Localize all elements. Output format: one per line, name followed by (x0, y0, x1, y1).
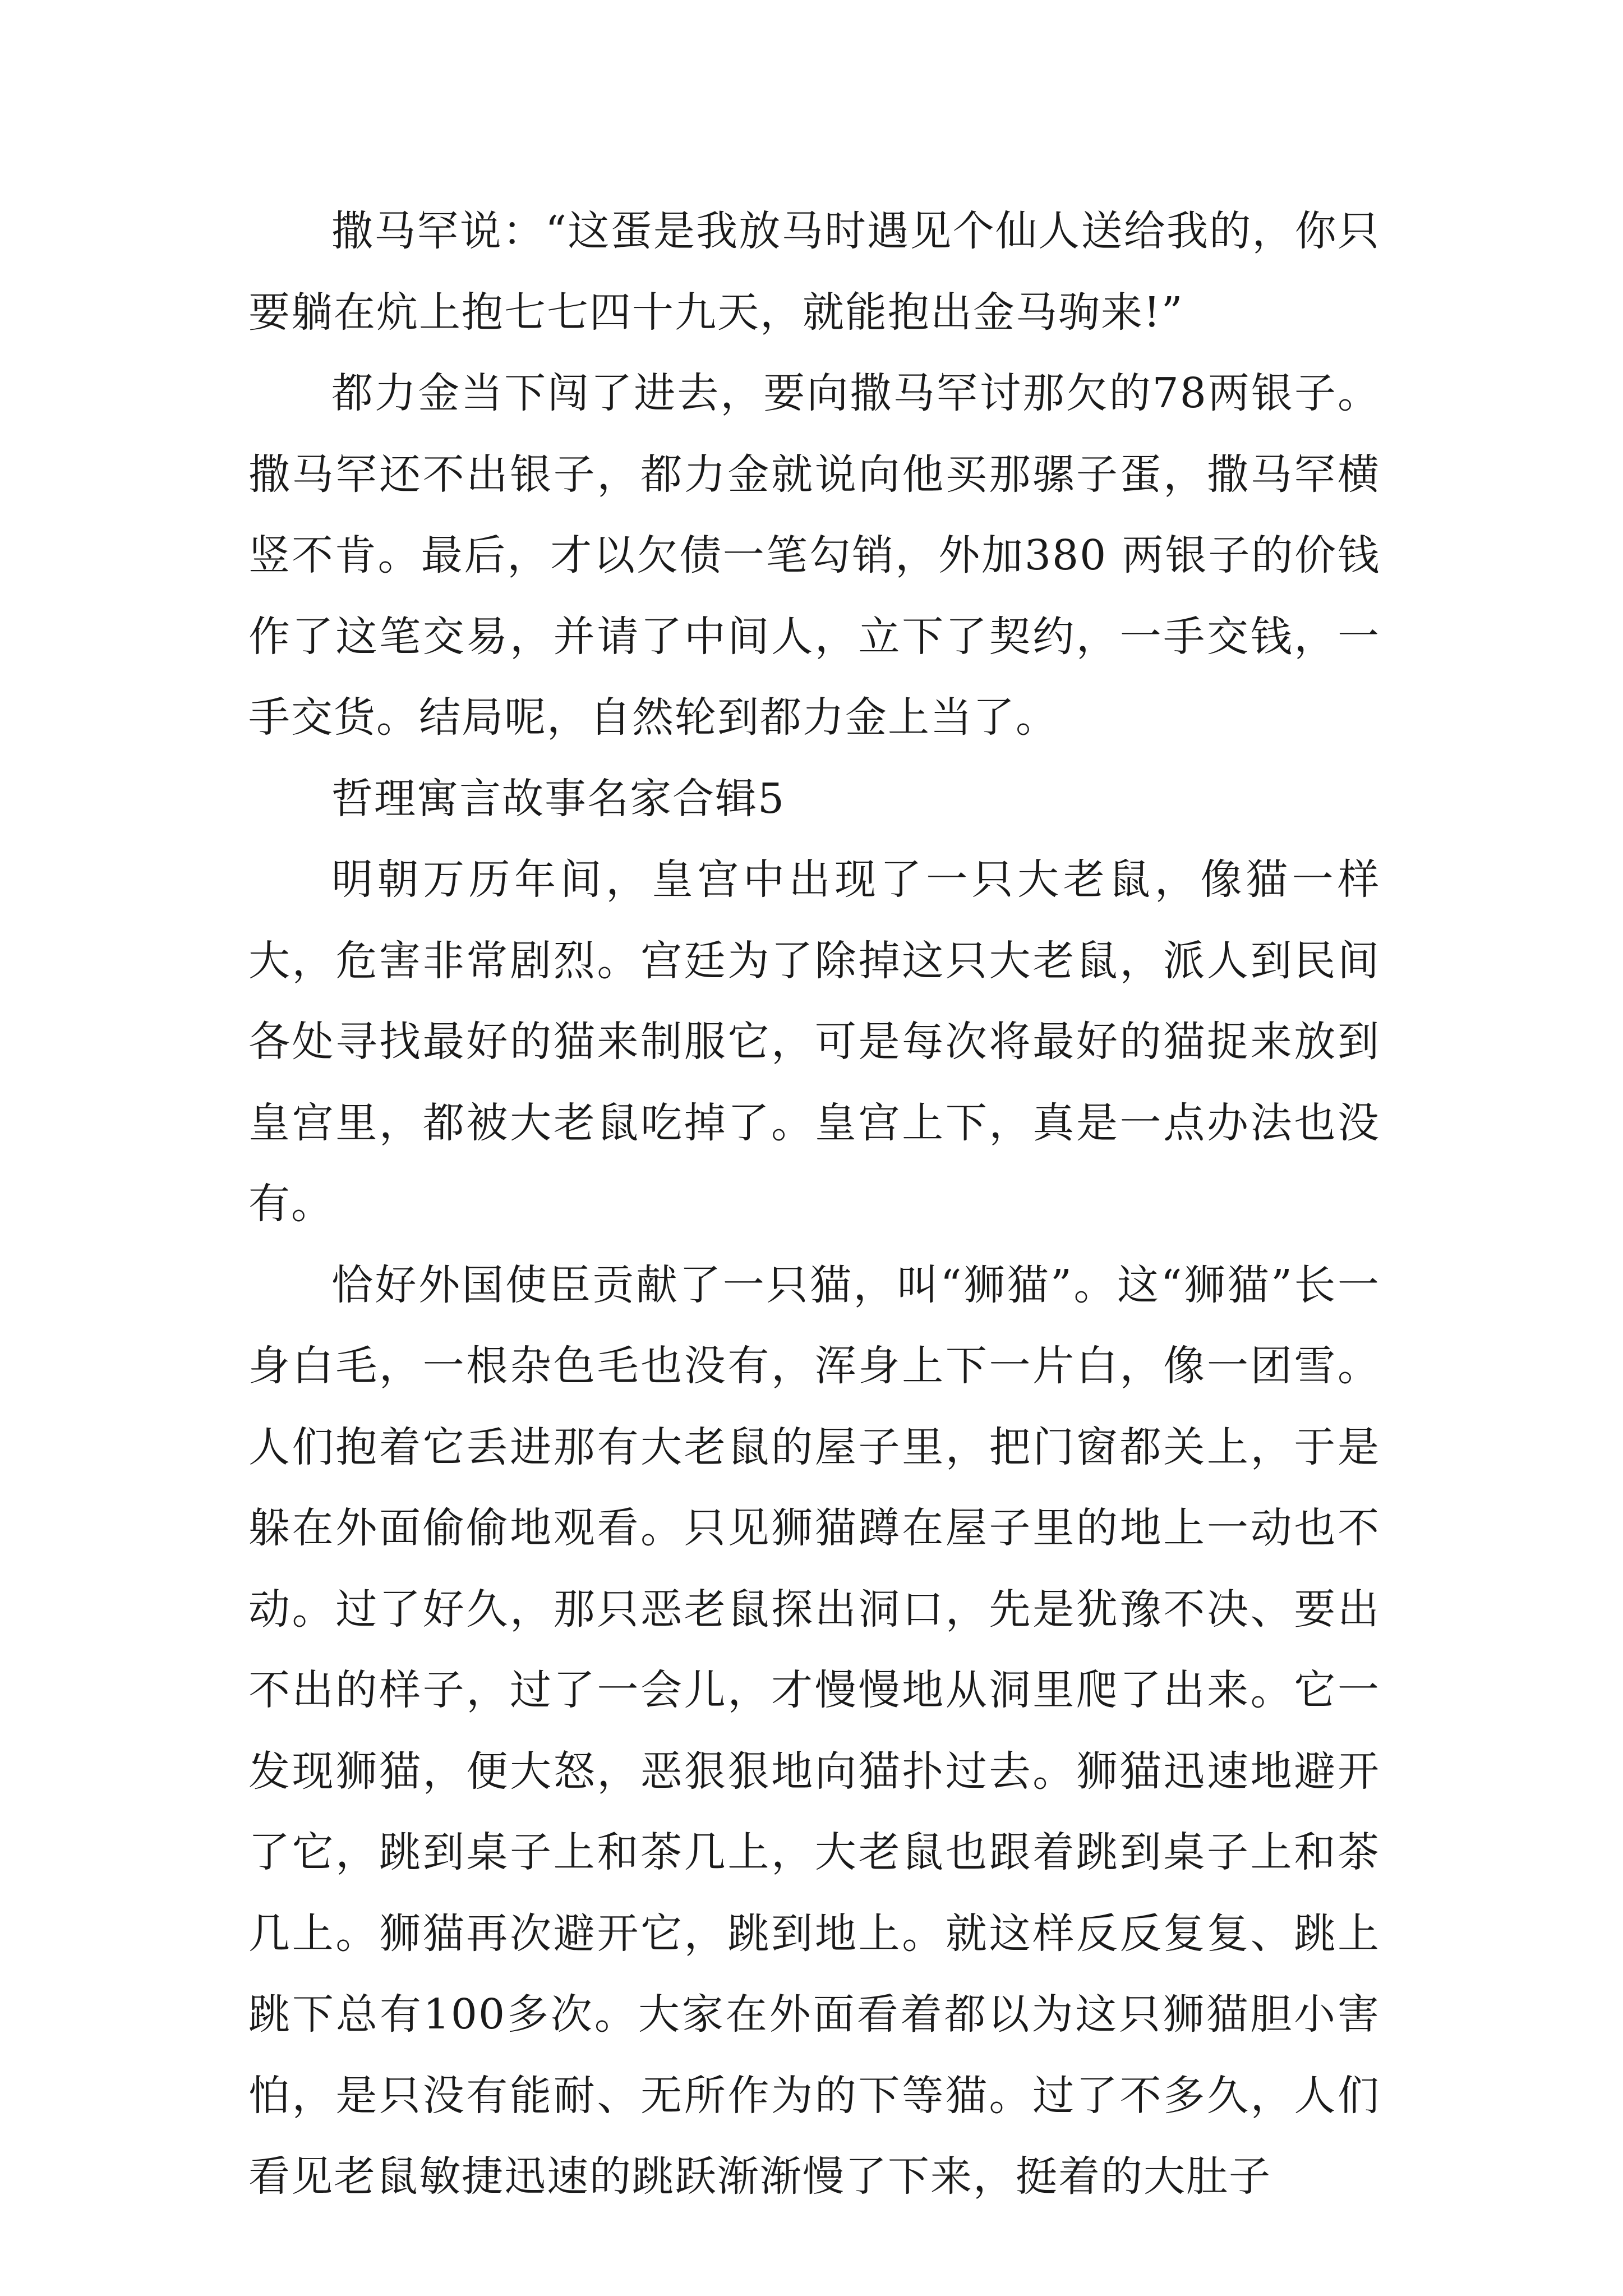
section-heading: 哲理寓言故事名家合辑5 (331, 774, 786, 823)
paragraph-dulijin-deal: 都力金当下闯了进去，要向撒马罕讨那欠的78两银子。撒马罕还不出银子，都力金就说向他买那骡子蛋，撒马罕横竖不肯。最后，才以欠债一笔勾销，外加380 两银子的价钱作了这笔交易，并请了中间人，立下了契约，一手交钱，一手交货。结局呢，自然轮到都力金上当了。 (248, 369, 1380, 742)
document-body (248, 191, 1380, 2217)
paragraph-samahan-speech: 撒马罕说：“这蛋是我放马时遇见个仙人送给我的，你只要躺在炕上抱七七四十九天，就能抱出金马驹来!” (248, 207, 1380, 337)
paragraph-palace-rat: 明朝万历年间，皇宫中出现了一只大老鼠，像猫一样大，危害非常剧烈。宫廷为了除掉这只大老鼠，派人到民间各处寻找最好的猫来制服它，可是每次将最好的猫捉来放到皇宫里，都被大老鼠吃掉了。皇宫上下，真是一点办法也没有。 (248, 855, 1380, 1228)
paragraph-lion-cat: 恰好外国使臣贡献了一只猫，叫“狮猫”。这“狮猫”长一身白毛，一根杂色毛也没有，浑身上下一片白，像一团雪。人们抱着它丢进那有大老鼠的屋子里，把门窗都关上，于是躲在外面偷偷地观看。只见狮猫蹲在屋子里的地上一动也不动。过了好久，那只恶老鼠探出洞口，先是犹豫不决、要出不出的样子，过了一会儿，才慢慢地从洞里爬了出来。它一发现狮猫，便大怒，恶狠狠地向猫扑过去。狮猫迅速地避开了它，跳到桌子上和茶几上，大老鼠也跟着跳到桌子上和茶几上。狮猫再次避开它，跳到地上。就这样反反复复、跳上跳下总有100多次。大家在外面看着都以为这只狮猫胆小害怕，是只没有能耐、无所作为的下等猫。过了不多久，人们看见老鼠敏捷迅速的跳跃渐渐慢了下来，挺着的大肚子 (248, 1260, 1380, 2201)
